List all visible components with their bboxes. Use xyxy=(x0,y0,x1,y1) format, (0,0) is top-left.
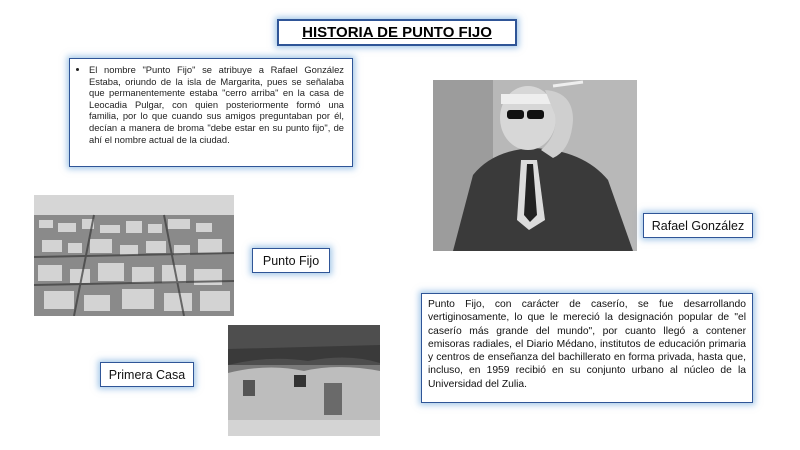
rafael-gonzalez-caption-text: Rafael González xyxy=(651,218,745,233)
page-title-box xyxy=(277,19,517,46)
rafael-gonzalez-photo xyxy=(433,80,637,251)
history-textbox xyxy=(421,293,753,403)
page-title: HISTORIA DE PUNTO FIJO xyxy=(302,24,492,41)
intro-list xyxy=(78,64,344,145)
punto-fijo-aerial-photo xyxy=(34,195,234,316)
history-text: Punto Fijo, con carácter de caserío, se fue desarrollando vertiginosamente, lo que le mereció la designación popular de "el caserío más grande del mundo", por cuanto llegó a contener emisoras radiales, el Diario Médano, institutos de educación primaria y centros de enseñanza del bachillerato en forma privada, hasta que, incluso, en 1959 recibió en su conjunto urbano al núcleo de la Universidad del Zulia. xyxy=(428,299,746,390)
intro-bullet: • El nombre "Punto Fijo" se atribuye a Rafael González Estaba, oriundo de la isla de Margarita, pues se señalaba que permanentemente estaba "cerro arriba" en la casa de Leocadia Pulgar, con quien posteriormente formó una familia, por lo que cuando sus amigos preguntaban por él, decían a manera de broma "debe estar en su punto fijo", de ahí el nombre actual de la ciudad. xyxy=(89,64,344,145)
primera-casa-photo xyxy=(228,325,380,436)
primera-casa-caption-text: Primera Casa xyxy=(108,367,186,382)
rafael-gonzalez-caption xyxy=(643,213,753,238)
primera-casa-caption xyxy=(100,362,194,387)
punto-fijo-caption-text: Punto Fijo xyxy=(262,253,320,268)
intro-textbox xyxy=(69,58,353,167)
punto-fijo-caption xyxy=(252,248,330,273)
